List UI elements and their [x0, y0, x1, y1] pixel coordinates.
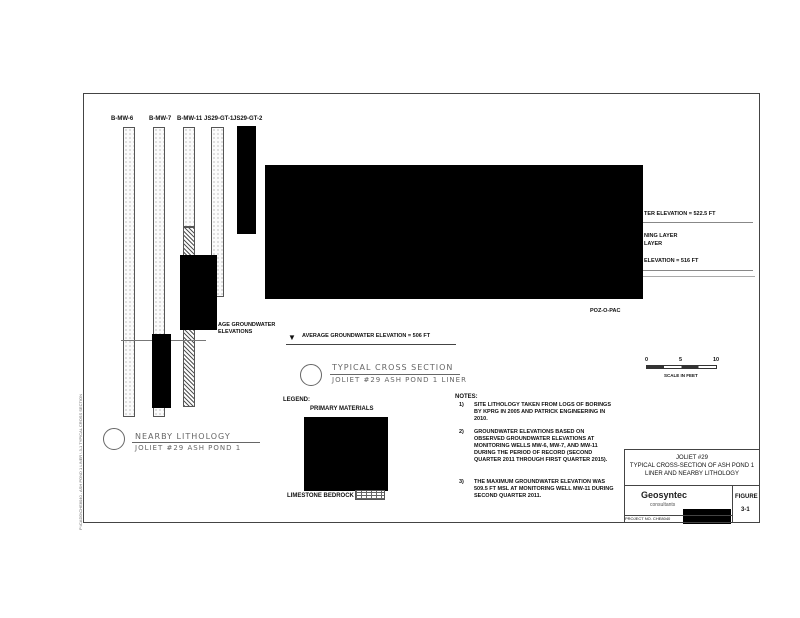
redaction-block: [237, 126, 256, 234]
note-number: 1): [459, 402, 464, 408]
title-block-text: [625, 454, 759, 478]
note-text: GROUNDWATER ELEVATIONS BASED ON OBSERVED GROUNDWATER ELEVATIONS AT MONITORING WELLS MW-6, MW-7, AND MW-11 DURING THE PERIOD OF RECORD (SECOND QUARTER 2011 THROUGH FIRST QUARTER 2015).: [474, 429, 608, 463]
file-path-side-text: P:\CADD\CHE8040 - ASH POND 1 LINER \ 3-1 TYPICAL CROSS SECTION: [78, 393, 83, 530]
nearby-lithology-title: NEARBY LITHOLOGY: [135, 432, 231, 441]
title-line-2: TYPICAL CROSS-SECTION OF ASH POND 1: [629, 463, 755, 469]
company-sub: consultants: [650, 502, 676, 508]
redaction-block: [265, 165, 643, 299]
note-text: SITE LITHOLOGY TAKEN FROM LOGS OF BORINGS BY KPRG IN 2005 AND PATRICK ENGINEERING IN 2010.: [474, 402, 611, 422]
note-number: 3): [459, 479, 464, 485]
layer-label-2: LAYER: [644, 241, 663, 247]
scale-tick-5: 5: [679, 357, 683, 363]
water-elevation-mid: ELEVATION = 516 FT: [644, 258, 699, 264]
boring-column-bmw11-upper: [183, 127, 195, 227]
legend-primary-materials: PRIMARY MATERIALS: [310, 406, 374, 412]
limestone-swatch: [355, 490, 385, 500]
gw-elevation-line: [286, 344, 456, 345]
boring-column-bmw6: [123, 127, 135, 417]
scale-tick-0: 0: [645, 357, 649, 363]
scale-label: SCALE IN FEET: [664, 373, 698, 378]
title-line-3: LINER AND NEARBY LITHOLOGY: [645, 471, 739, 477]
legend-title: LEGEND:: [283, 397, 310, 403]
notes-title: NOTES:: [455, 394, 478, 400]
water-triangle-icon: ▼: [288, 333, 296, 342]
figure-label: FIGURE: [735, 494, 758, 500]
title-underline: [330, 374, 460, 375]
note-number: 2): [459, 429, 464, 435]
lithology-callout-circle: [103, 428, 125, 450]
company-logo: Geosyntec: [641, 490, 688, 500]
title-line-1: JOLIET #29: [676, 455, 708, 461]
pozopac-label: POZ-O-PAC: [590, 308, 621, 314]
figure-number: 3-1: [741, 507, 750, 513]
cross-section-line: [643, 270, 753, 271]
section-callout-circle: [300, 364, 322, 386]
redaction-block: [180, 255, 217, 330]
note-text: THE MAXIMUM GROUNDWATER ELEVATION WAS 509.5 FT MSL AT MONITORING WELL MW-11 DURING SECOND QUARTER 2011.: [474, 479, 614, 499]
title-block-divider: [732, 485, 733, 523]
scale-tick-10: 10: [713, 357, 720, 363]
water-elevation-high: TER ELEVATION = 522.5 FT: [644, 211, 716, 217]
boring-label-bmw6: B-MW-6: [111, 116, 134, 122]
redaction-block: [152, 334, 171, 408]
avg-gw-elevation: AVERAGE GROUNDWATER ELEVATION = 506 FT: [302, 333, 431, 339]
redaction-block: [304, 417, 388, 491]
layer-label-1: NING LAYER: [644, 233, 678, 239]
title-block-divider: [624, 485, 760, 486]
nearby-lithology-subtitle: JOLIET #29 ASH POND 1: [135, 444, 242, 452]
boring-label-bmw11: B-MW-11: [177, 116, 203, 122]
legend-limestone-bedrock: LIMESTONE BEDROCK: [287, 493, 354, 499]
cross-section-title: TYPICAL CROSS SECTION: [332, 363, 454, 372]
cross-section-subtitle: JOLIET #29 ASH POND 1 LINER: [332, 376, 467, 384]
boring-label-gt1: JS29-GT-1: [204, 116, 234, 122]
scale-bar: [646, 365, 717, 369]
boring-label-gt2: JS29-GT-2: [233, 116, 263, 122]
cross-section-line: [643, 276, 755, 277]
avg-gw-label-left-1: AGE GROUNDWATER: [218, 322, 276, 328]
avg-gw-label-left-2: ELEVATIONS: [218, 329, 253, 335]
cross-section-line: [643, 222, 753, 223]
project-number: PROJECT NO. CHE8040: [625, 516, 671, 521]
title-underline: [132, 442, 260, 443]
boring-label-bmw7: B-MW-7: [149, 116, 172, 122]
